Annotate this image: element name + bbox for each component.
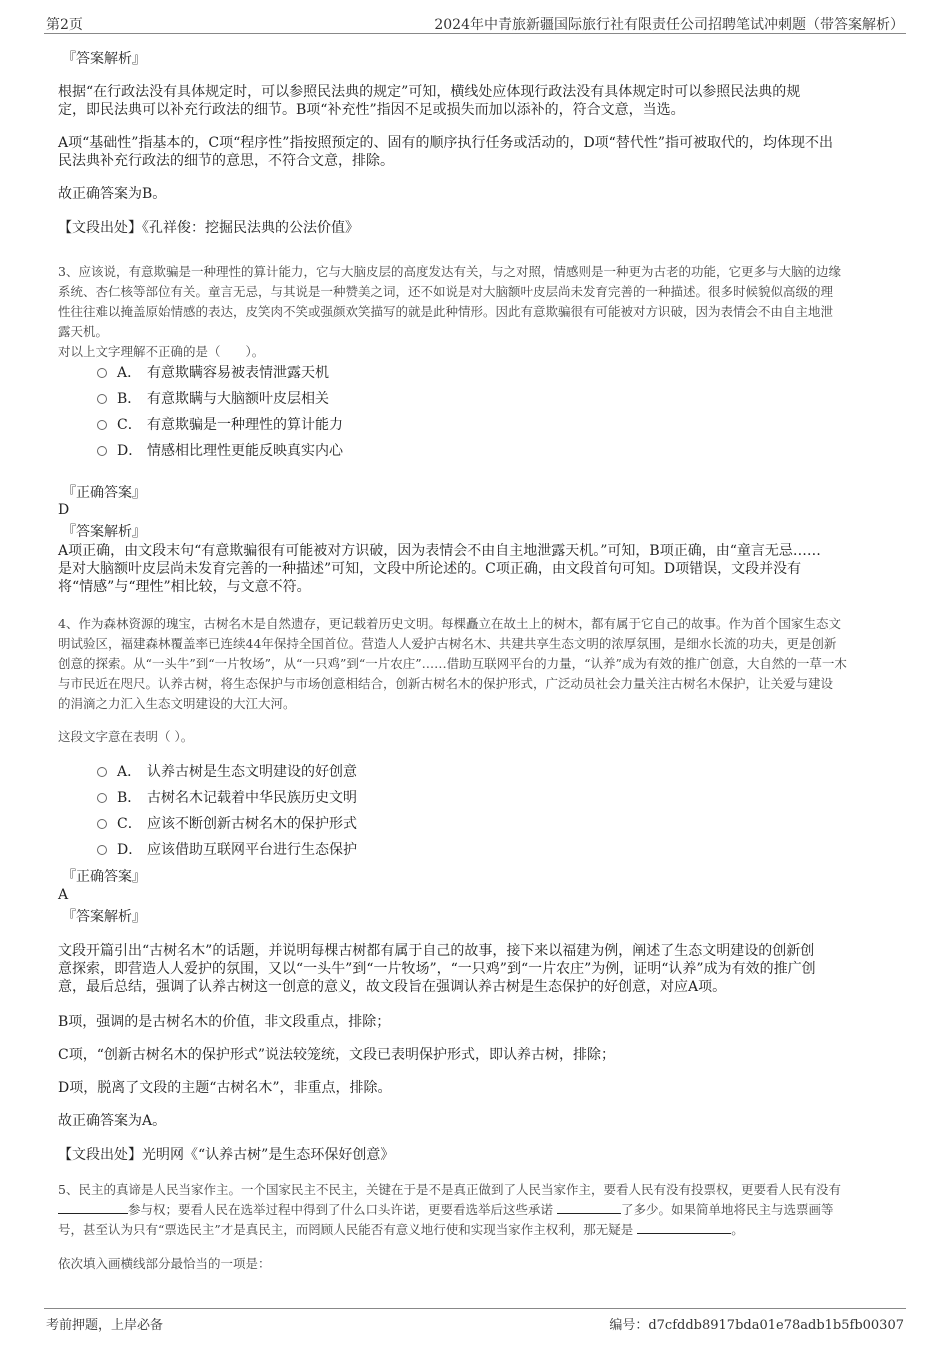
q3-stem-line: 3、应该说，有意欺骗是一种理性的算计能力，它与大脑皮层的高度发达有关，与之对照，情感则是一种更为古老的功能，它更多与大脑的边缘 [58, 264, 841, 279]
radio-icon[interactable] [97, 793, 107, 803]
radio-icon[interactable] [97, 420, 107, 430]
q3-option-d[interactable]: D． 情感相比理性更能反映真实内心 [97, 442, 343, 460]
q5-stem-line: 5、民主的真谛是人民当家作主。一个国家民主不民主，关键在于是不是真正做到了人民当家作主，要看人民有没有投票权，更要看人民有没有 [58, 1182, 841, 1197]
q4-analysis-line: 意，最后总结，强调了认养古树这一创意的意义，故文段旨在强调认养古树是生态保护的好创意，对应A项。 [58, 979, 727, 995]
q3-analysis-line: 是对大脑额叶皮层尚未发育完善的一种描述”可知，文段中所论述的。C项正确，由文段首句可知。D项错误，文段并没有 [58, 561, 802, 577]
q4-stem-line: 明试验区，福建森林覆盖率已连续44年保持全国首位。营造人人爱护古树名木、共建共享生态文明的浓厚氛围，是细水长流的功夫，更是创新 [58, 636, 837, 651]
q4-answer-label: 『正确答案』 [62, 869, 146, 885]
q5-stem-line: 号，甚至认为只有“票选民主”才是真民主，而罔顾人民能否有意义地行使和实现当家作主权利，那无疑是 。 [58, 1222, 744, 1237]
q3-stem-line: 性往往难以掩盖原始情感的表达，皮笑肉不笑或强颜欢笑描写的就是此种情形。因此有意欺骗很有可能被对方识破，因为表情会不由自主地泄 [58, 304, 834, 319]
q3-option-b[interactable]: B． 有意欺瞒与大脑额叶皮层相关 [97, 390, 329, 408]
q3-answer-label: 『正确答案』 [62, 485, 146, 501]
page-number: 第2页 [46, 17, 83, 33]
q4-analysis-line: 文段开篇引出“古树名木”的话题，并说明每棵古树都有属于自己的故事，接下来以福建为例，阐述了生态文明建设的创新创 [58, 943, 815, 959]
q3-stem-line: 露天机。 [58, 324, 109, 339]
q2-analysis-line: 根据“在行政法没有具体规定时，可以参照民法典的规定”可知，横线处应体现行政法没有具体规定时可以参照民法典的规 [58, 84, 801, 100]
radio-icon[interactable] [97, 368, 107, 378]
radio-icon[interactable] [97, 767, 107, 777]
q4-stem-line: 创意的探索。从“一头牛”到“一片牧场”，从“一只鸡”到“一片农庄”……借助互联网平台的力量，“认养”成为有效的推广创意，大自然的一草一木 [58, 656, 847, 671]
q2-answer-conclusion: 故正确答案为B。 [58, 186, 167, 202]
q4-stem-line: 4、作为森林资源的瑰宝，古树名木是自然遗存，更记载着历史文明。每棵矗立在故土上的树木，都有属于它自己的故事。作为首个国家生态文 [58, 616, 841, 631]
q3-stem-line: 系统、杏仁核等部位有关。童言无忌，与其说是一种赞美之词，还不如说是对大脑额叶皮层尚未发育完善的一种描述。很多时候貌似高级的理 [58, 284, 834, 299]
document-title: 2024年中青旅新疆国际旅行社有限责任公司招聘笔试冲刺题（带答案解析） [434, 17, 904, 33]
q4-source: 【文段出处】光明网《“认养古树”是生态环保好创意》 [58, 1147, 395, 1163]
fill-blank[interactable] [637, 1221, 731, 1234]
q4-option-c[interactable]: C． 应该不断创新古树名木的保护形式 [97, 815, 357, 833]
radio-icon[interactable] [97, 845, 107, 855]
q2-analysis-line: A项“基础性”指基本的，C项“程序性”指按照预定的、固有的顺序执行任务或活动的，D项“替代性”指可被取代的，均体现不出 [58, 135, 833, 151]
q4-stem-line: 与市民近在咫尺。认养古树，将生态保护与市场创意相结合，创新古树名木的保护形式，广泛动员社会力量关注古树名木保护，让关爱与建设 [58, 676, 834, 691]
q5-question: 依次填入画横线部分最恰当的一项是： [58, 1256, 271, 1271]
footer-slogan: 考前押题，上岸必备 [46, 1318, 164, 1333]
q4-question: 这段文字意在表明（ ）。 [58, 729, 194, 744]
q4-analysis-line: B项，强调的是古树名木的价值，非文段重点，排除； [58, 1014, 391, 1030]
q3-option-a[interactable]: A． 有意欺瞒容易被表情泄露天机 [97, 364, 329, 382]
q3-analysis-label: 『答案解析』 [62, 524, 146, 540]
fill-blank[interactable] [557, 1201, 621, 1214]
q3-analysis-line: 将“情感”与“理性”相比较，与文意不符。 [58, 579, 311, 595]
radio-icon[interactable] [97, 446, 107, 456]
q3-analysis-line: A项正确，由文段末句“有意欺骗很有可能被对方识破，因为表情会不由自主地泄露天机。”可知，B项正确，由“童言无忌…… [58, 543, 821, 559]
radio-icon[interactable] [97, 819, 107, 829]
q3-question: 对以上文字理解不正确的是（ ）。 [58, 344, 265, 359]
q4-analysis-line: C项，“创新古树名木的保护形式”说法较笼统，文段已表明保护形式，即认养古树，排除； [58, 1047, 616, 1063]
header-divider [44, 33, 906, 34]
q2-analysis-line: 定，即民法典可以补充行政法的细节。B项“补充性”指因不足或损失而加以添补的，符合文意，当选。 [58, 102, 685, 118]
q4-analysis-label: 『答案解析』 [62, 909, 146, 925]
q4-answer-conclusion: 故正确答案为A。 [58, 1113, 167, 1129]
q3-option-c[interactable]: C． 有意欺骗是一种理性的算计能力 [97, 416, 343, 434]
footer-divider [44, 1308, 906, 1309]
q4-analysis-line: 意探索，即营造人人爱护的氛围，又以“一头牛”到“一片牧场”，“一只鸡”到“一片农庄”为例，证明“认养”成为有效的推广创 [58, 961, 816, 977]
q3-answer: D [58, 502, 70, 518]
q4-analysis-line: D项，脱离了文段的主题“古树名木”，非重点，排除。 [58, 1080, 392, 1096]
document-id: 编号：d7cfddb8917bda01e78adb1b5fb00307 [609, 1318, 904, 1333]
q4-option-a[interactable]: A． 认养古树是生态文明建设的好创意 [97, 763, 357, 781]
q4-option-d[interactable]: D． 应该借助互联网平台进行生态保护 [97, 841, 357, 859]
q2-analysis-line: 民法典补充行政法的细节的意思，不符合文意，排除。 [58, 153, 394, 169]
q4-stem-line: 的涓滴之力汇入生态文明建设的大江大河。 [58, 696, 296, 711]
q2-source: 【文段出处】《孔祥俊：挖掘民法典的公法价值》 [58, 220, 359, 236]
q4-answer: A [58, 887, 69, 903]
q2-analysis-label: 『答案解析』 [62, 51, 146, 67]
q4-option-b[interactable]: B． 古树名木记载着中华民族历史文明 [97, 789, 357, 807]
radio-icon[interactable] [97, 394, 107, 404]
q5-stem-line: 参与权；要看人民在选举过程中得到了什么口头许诺，更要看选举后这些承诺 了多少。如果简单地将民主与选票画等 [58, 1200, 834, 1219]
fill-blank[interactable] [58, 1201, 128, 1214]
